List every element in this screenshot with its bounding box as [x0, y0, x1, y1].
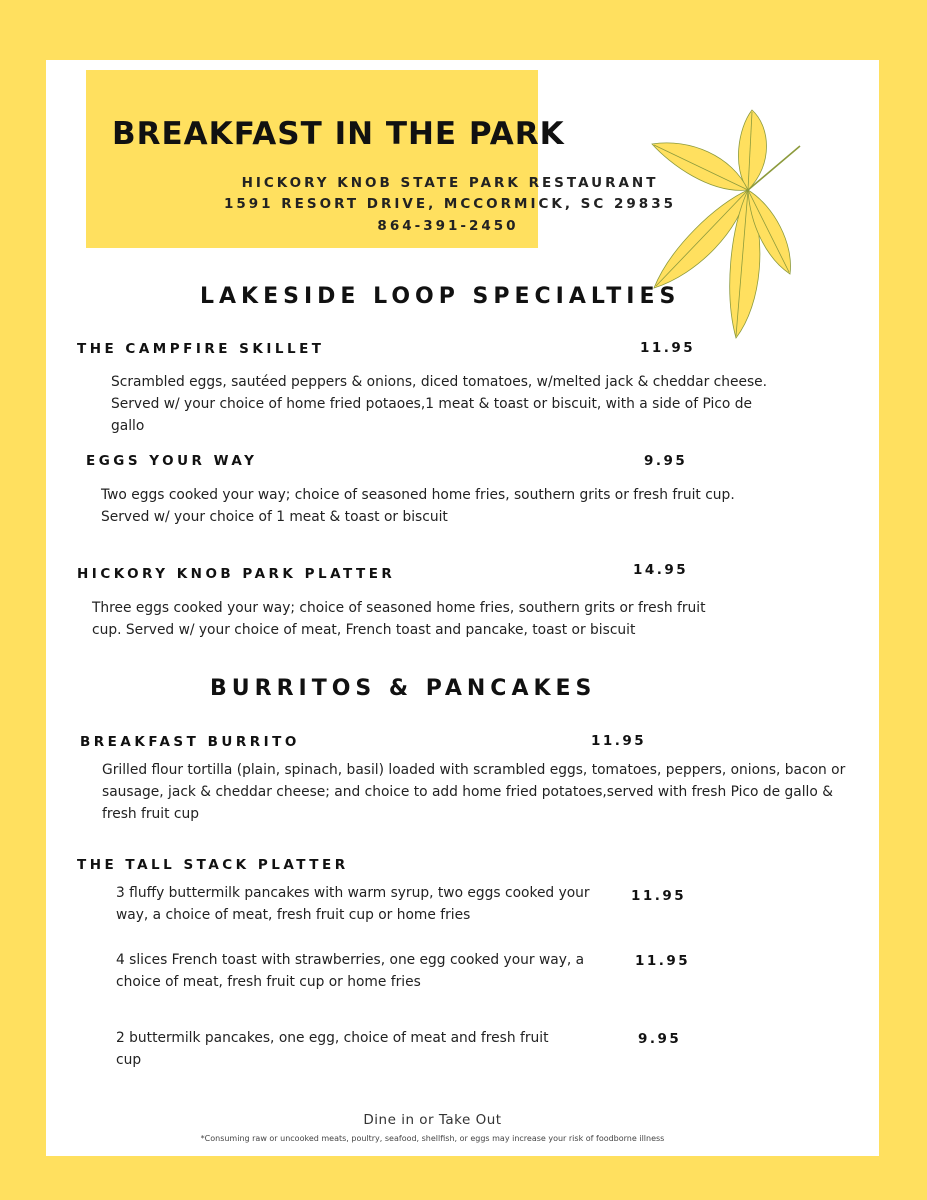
item-price-park-platter: 14.95 — [633, 562, 689, 578]
tall-stack-option-3-desc: 2 buttermilk pancakes, one egg, choice of meat and fresh fruit cup — [116, 1030, 549, 1068]
section-heading-lakeside: LAKESIDE LOOP SPECIALTIES — [200, 284, 681, 309]
item-name-tall-stack: THE TALL STACK PLATTER — [77, 857, 349, 873]
item-price-breakfast-burrito: 11.95 — [591, 733, 647, 749]
item-desc-eggs-your-way: Two eggs cooked your way; choice of seasoned home fries, southern grits or fresh fruit cup. Served w/ your choice of 1 meat & toast or biscuit — [101, 487, 735, 525]
item-price-campfire-skillet: 11.95 — [640, 340, 696, 356]
restaurant-phone: 864-391-2450 — [377, 218, 519, 234]
restaurant-address: 1591 RESORT DRIVE, MCCORMICK, SC 29835 — [224, 196, 676, 212]
item-name-park-platter: HICKORY KNOB PARK PLATTER — [77, 566, 396, 582]
item-price-eggs-your-way: 9.95 — [644, 453, 688, 469]
item-name-breakfast-burrito: BREAKFAST BURRITO — [80, 734, 300, 750]
tall-stack-option-2-price: 11.95 — [635, 953, 691, 969]
item-desc-breakfast-burrito: Grilled flour tortilla (plain, spinach, basil) loaded with scrambled eggs, tomatoes, peppers, onions, bacon or sausage, jack & cheddar cheese; and choice to add home fried potatoes,served with fresh Pico de gallo & fresh fruit cup — [102, 762, 846, 822]
service-note: Dine in or Take Out — [363, 1112, 502, 1128]
tall-stack-option-2-desc: 4 slices French toast with strawberries, one egg cooked your way, a choice of meat, fresh fruit cup or home fries — [116, 952, 585, 990]
tall-stack-option-1-desc: 3 fluffy buttermilk pancakes with warm syrup, two eggs cooked your way, a choice of meat, fresh fruit cup or home fries — [116, 885, 590, 923]
section-heading-burritos: BURRITOS & PANCAKES — [210, 676, 597, 701]
tall-stack-option-3-price: 9.95 — [638, 1031, 682, 1047]
food-safety-disclaimer: *Consuming raw or uncooked meats, poultry, seafood, shellfish, or eggs may increase your risk of foodborne illness — [200, 1134, 665, 1143]
item-desc-park-platter: Three eggs cooked your way; choice of seasoned home fries, southern grits or fresh fruit cup. Served w/ your choice of meat, French toast and pancake, toast or biscuit — [92, 600, 706, 638]
item-desc-campfire-skillet: Scrambled eggs, sautéed peppers & onions, diced tomatoes, w/melted jack & cheddar cheese. Served w/ your choice of home fried potaoes,1 meat & toast or biscuit, with a side of Pico de gallo — [111, 374, 768, 434]
item-name-eggs-your-way: EGGS YOUR WAY — [86, 453, 258, 469]
menu-title: BREAKFAST IN THE PARK — [112, 116, 565, 152]
tall-stack-option-1-price: 11.95 — [631, 888, 687, 904]
item-name-campfire-skillet: THE CAMPFIRE SKILLET — [77, 341, 325, 357]
restaurant-name: HICKORY KNOB STATE PARK RESTAURANT — [241, 175, 659, 191]
